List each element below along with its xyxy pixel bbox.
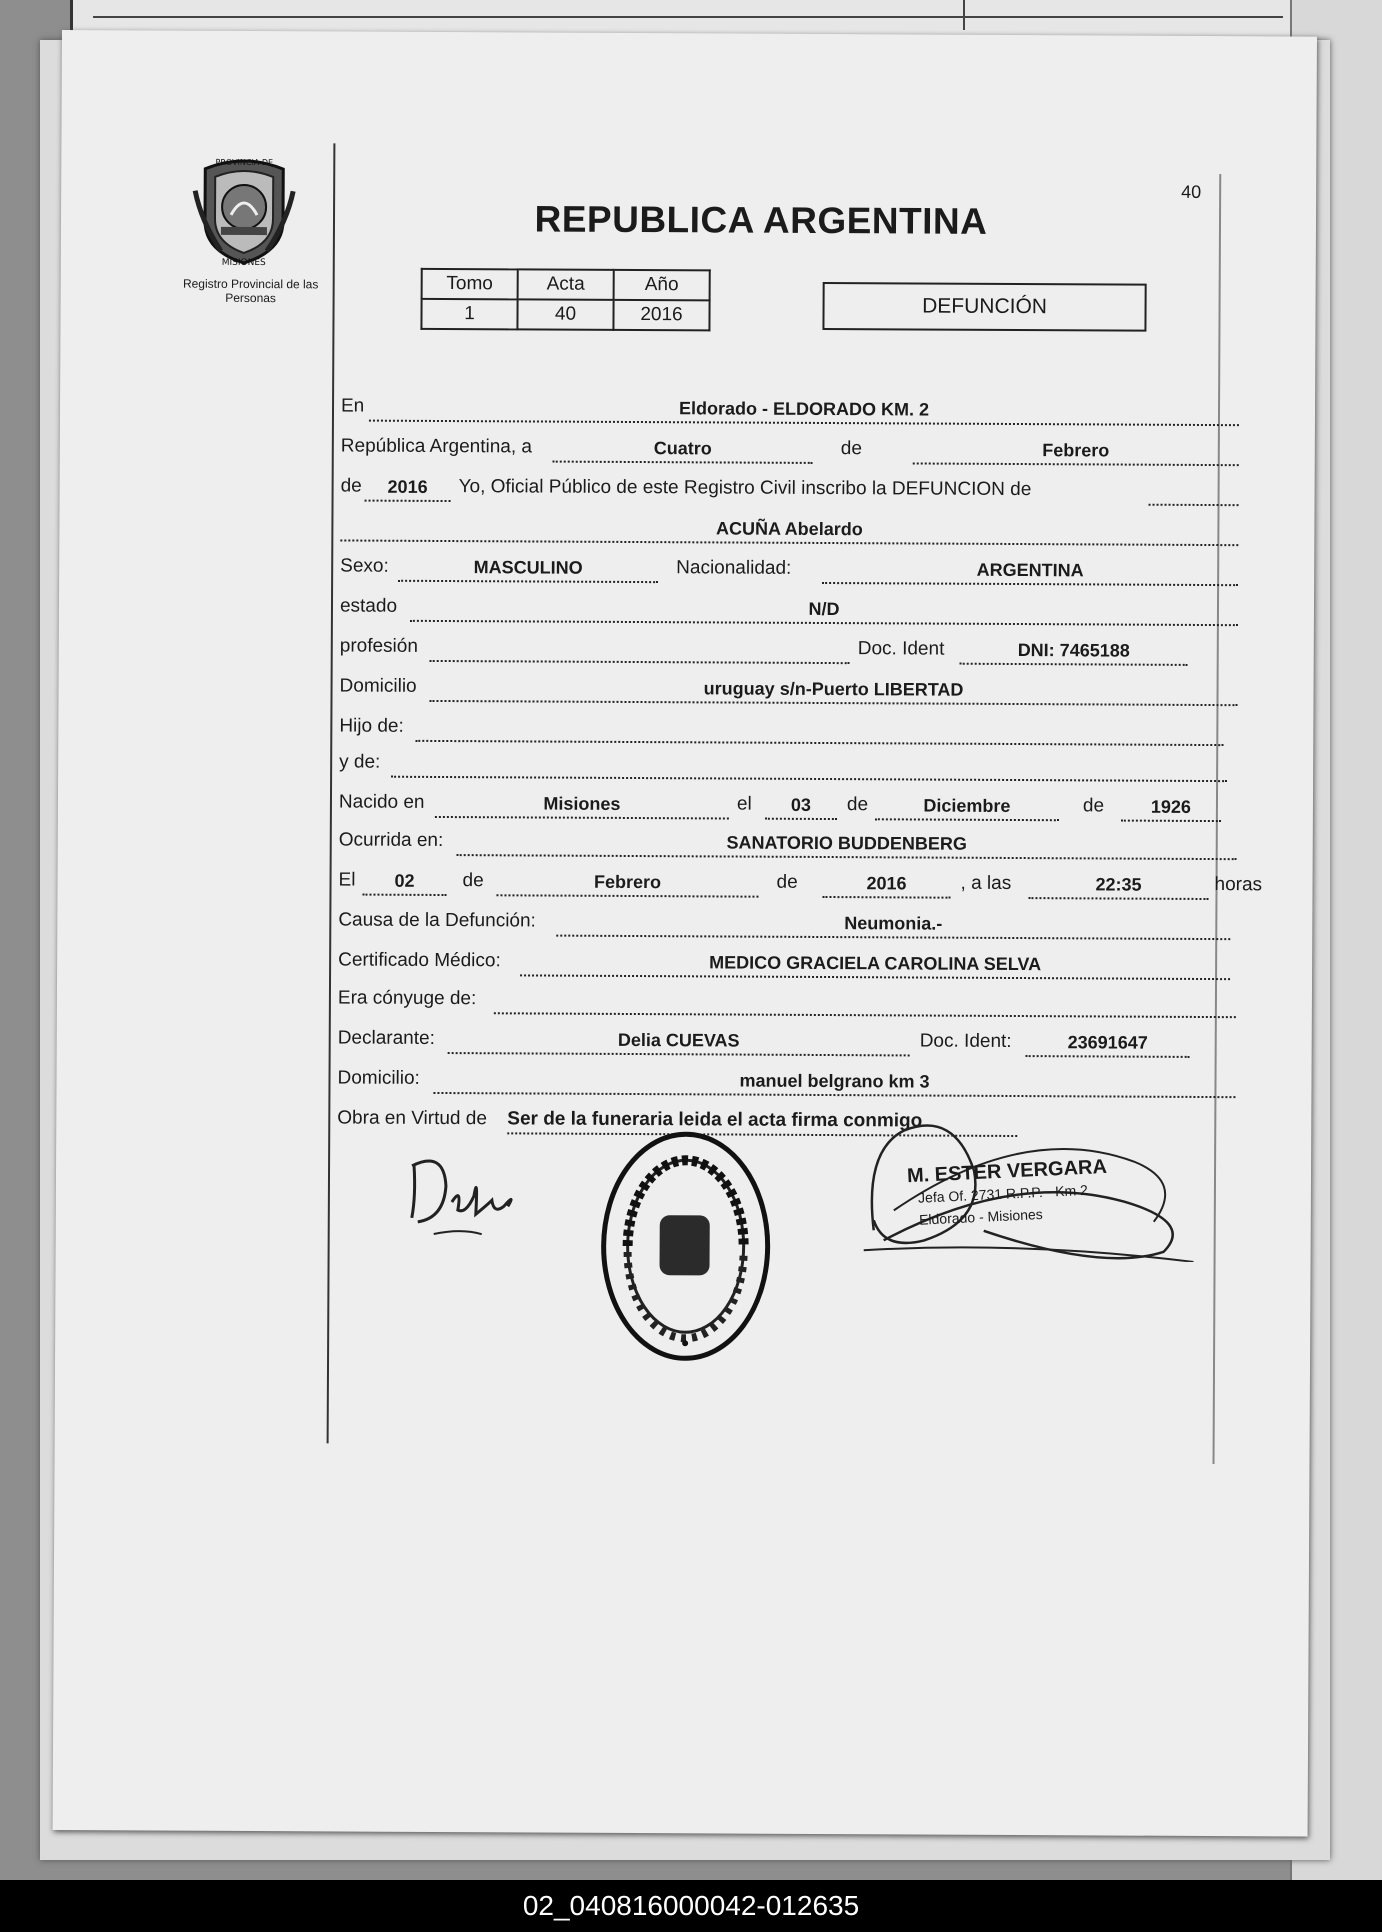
- field-declarante-domicilio: manuel belgrano km 3: [433, 1066, 1235, 1098]
- label-de: de: [840, 438, 863, 460]
- label-conyuge: Era cónyuge de:: [337, 987, 477, 1010]
- label-sexo: Sexo:: [340, 555, 389, 577]
- official-stamp-text: [907, 1153, 1170, 1231]
- field-nac-mes: Diciembre: [875, 792, 1059, 821]
- underlying-sheet-divider: [963, 0, 965, 30]
- label-horas: horas: [1214, 874, 1263, 896]
- field-mes: Febrero: [913, 436, 1239, 466]
- field-profesion: [430, 634, 850, 664]
- field-declarante-doc: 23691647: [1026, 1029, 1190, 1058]
- label-estado: estado: [339, 595, 398, 617]
- label-causa: Causa de la Defunción:: [338, 909, 536, 932]
- field-y-de: [391, 750, 1227, 782]
- registry-value-tomo: 1: [421, 299, 517, 330]
- label-hijo-de: Hijo de:: [339, 715, 404, 737]
- underlying-sheet-line: [93, 16, 1283, 18]
- registry-table-value-row: [421, 299, 709, 331]
- registry-name: Registro Provincial de las Personas: [182, 276, 319, 306]
- field-certificado: MEDICO GRACIELA CAROLINA SELVA: [520, 948, 1230, 980]
- label-en: En: [340, 395, 365, 417]
- label-de-nac-mes: de: [846, 794, 869, 816]
- field-def-mes: Febrero: [496, 868, 758, 897]
- official-name: M. ESTER VERGARA: [906, 1155, 1108, 1188]
- registry-value-anio: 2016: [613, 300, 709, 331]
- registry-header-tomo: Tomo: [422, 269, 518, 300]
- registry-header-acta: Acta: [518, 269, 614, 300]
- label-certificado: Certificado Médico:: [338, 949, 501, 972]
- label-de-anio: de: [340, 475, 362, 497]
- left-margin-rule: [327, 143, 336, 1443]
- label-declarante-doc: Doc. Ident:: [919, 1030, 1012, 1052]
- label-domicilio-declarante: Domicilio:: [337, 1067, 420, 1089]
- official-title: Jefa Of. 2731 R.P.P. - Km 2: [917, 1181, 1089, 1206]
- label-el: el: [736, 793, 752, 815]
- label-domicilio: Domicilio: [339, 675, 417, 697]
- registry-table: [420, 268, 710, 332]
- field-ocurrida-en: SANATORIO BUDDENBERG: [457, 828, 1237, 860]
- field-fallecido: ACUÑA Abelardo: [340, 513, 1238, 546]
- official-location: Eldorado - Misiones: [918, 1205, 1044, 1228]
- record-type-box: DEFUNCIÓN: [822, 282, 1146, 332]
- field-declarante: Delia CUEVAS: [448, 1026, 910, 1056]
- document-title: REPUBLICA ARGENTINA: [534, 198, 988, 242]
- label-de-def-anio: de: [776, 871, 798, 893]
- field-def-dia: 02: [362, 868, 446, 896]
- registry-table-header-row: [422, 269, 710, 301]
- label-profesion: profesión: [339, 635, 419, 657]
- registry-value-acta: 40: [517, 299, 613, 330]
- label-de-def-mes: de: [462, 870, 484, 892]
- scan-id-footer: 02_040816000042-012635: [0, 1880, 1382, 1932]
- declarant-signature: [404, 1136, 535, 1247]
- page-number: 40: [1181, 181, 1202, 202]
- field-defuncion-de: [1149, 478, 1239, 506]
- label-nacido-en: Nacido en: [338, 791, 425, 813]
- label-declarante: Declarante:: [337, 1027, 435, 1049]
- label-obra: Obra en Virtud de: [337, 1107, 488, 1130]
- death-certificate-page: [53, 30, 1317, 1837]
- field-def-anio: 2016: [822, 870, 950, 899]
- field-obra: Ser de la funeraria leida el acta firma conmigo: [507, 1106, 1017, 1137]
- field-def-hora: 22:35: [1028, 871, 1208, 900]
- field-nac-dia: 03: [765, 792, 837, 820]
- label-ocurrida-en: Ocurrida en:: [338, 829, 444, 852]
- field-nac-anio: 1926: [1121, 794, 1221, 823]
- label-yo-oficial: Yo, Oficial Público de este Registro Civil inscribo la DEFUNCION de: [458, 476, 1032, 501]
- field-anio: 2016: [365, 474, 451, 502]
- label-de-nac-anio: de: [1082, 795, 1105, 817]
- registry-stamp: [597, 1127, 774, 1366]
- registry-header-anio: Año: [614, 270, 710, 301]
- crest-text-bottom: MISIONES: [221, 257, 266, 268]
- misiones-crest-icon: [191, 151, 298, 268]
- label-y-de: y de:: [339, 751, 381, 773]
- label-doc-ident: Doc. Ident: [857, 638, 945, 660]
- field-conyuge: [494, 986, 1236, 1018]
- field-estado: N/D: [410, 594, 1238, 626]
- label-el-dia: El: [338, 869, 356, 891]
- field-nacionalidad: ARGENTINA: [822, 556, 1238, 586]
- field-sexo: MASCULINO: [398, 554, 658, 583]
- field-causa: Neumonia.-: [556, 909, 1230, 941]
- field-doc-ident: DNI: 7465188: [960, 637, 1188, 666]
- label-a-las: , a las: [960, 872, 1012, 894]
- field-lugar: Eldorado - ELDORADO KM. 2: [369, 394, 1239, 427]
- label-nacionalidad: Nacionalidad:: [676, 557, 792, 579]
- field-nacido-en: Misiones: [435, 790, 729, 820]
- field-hijo-de: [415, 714, 1223, 746]
- label-republica: República Argentina, a: [340, 435, 533, 458]
- crest-text-top: PROVINCIA DE: [215, 157, 274, 168]
- field-dia-texto: Cuatro: [553, 435, 813, 464]
- field-domicilio: uruguay s/n-Puerto LIBERTAD: [429, 674, 1237, 706]
